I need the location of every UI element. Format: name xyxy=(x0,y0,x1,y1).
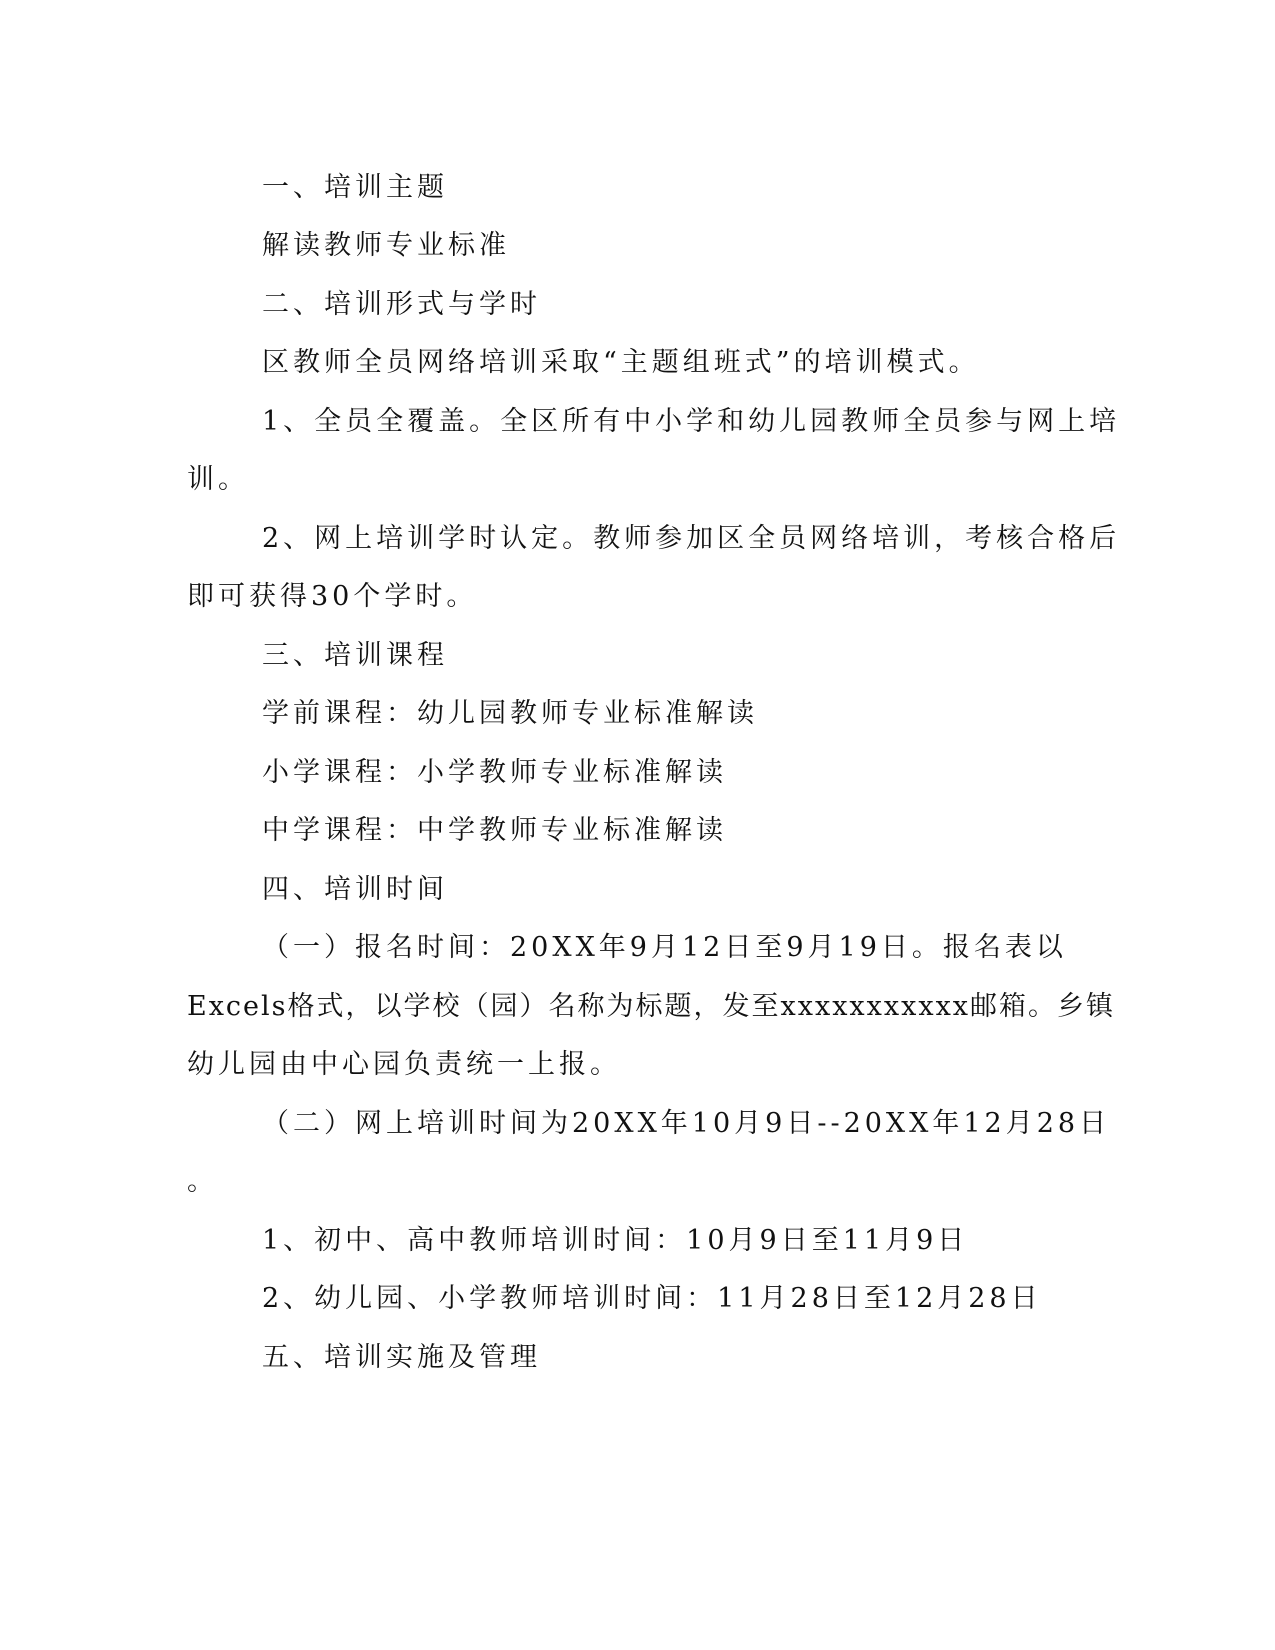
paragraph-continuation: Excels格式，以学校（园）名称为标题，发至xxxxxxxxxxx邮箱。乡镇 xyxy=(187,991,1116,1022)
section-heading-1: 一、培训主题 xyxy=(262,172,448,203)
paragraph-continuation: 幼儿园由中心园负责统一上报。 xyxy=(187,1049,621,1080)
paragraph: 区教师全员网络培训采取“主题组班式”的培训模式。 xyxy=(262,347,980,378)
paragraph: （二）网上培训时间为20XX年10月9日--20XX年12月28日 xyxy=(262,1108,1111,1139)
paragraph: 1、初中、高中教师培训时间：10月9日至11月9日 xyxy=(262,1225,969,1256)
paragraph-continuation: 训。 xyxy=(187,464,249,495)
paragraph: 2、网上培训学时认定。教师参加区全员网络培训，考核合格后 xyxy=(262,523,1121,554)
paragraph-continuation: 。 xyxy=(187,1166,218,1197)
section-heading-3: 三、培训课程 xyxy=(262,640,448,671)
paragraph: 解读教师专业标准 xyxy=(262,230,510,261)
paragraph: 1、全员全覆盖。全区所有中小学和幼儿园教师全员参与网上培 xyxy=(262,406,1121,437)
paragraph: （一）报名时间：20XX年9月12日至9月19日。报名表以 xyxy=(262,932,1067,963)
paragraph-continuation: 即可获得30个学时。 xyxy=(187,581,478,612)
paragraph: 学前课程：幼儿园教师专业标准解读 xyxy=(262,698,758,729)
section-heading-5: 五、培训实施及管理 xyxy=(262,1342,541,1373)
section-heading-2: 二、培训形式与学时 xyxy=(262,289,541,320)
section-heading-4: 四、培训时间 xyxy=(262,874,448,905)
paragraph: 中学课程：中学教师专业标准解读 xyxy=(262,815,727,846)
paragraph: 小学课程：小学教师专业标准解读 xyxy=(262,757,727,788)
paragraph: 2、幼儿园、小学教师培训时间：11月28日至12月28日 xyxy=(262,1283,1042,1314)
